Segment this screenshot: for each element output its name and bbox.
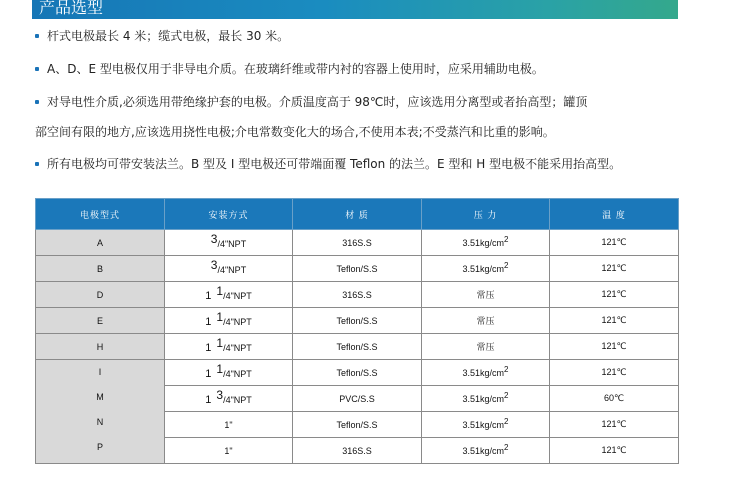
header-model: 电极型式 [36, 199, 165, 230]
note-item: A、D、E 型电极仅用于非导电介质。在玻璃纤维或带内衬的容器上使用时，应采用辅助电极。 [35, 62, 544, 76]
temperature-cell: 121℃ [550, 230, 679, 256]
table-row [36, 230, 679, 256]
model-cell: D [36, 282, 165, 308]
header-material: 材 质 [293, 199, 422, 230]
material-cell: 316S.S [293, 282, 422, 308]
table-header-row [36, 199, 679, 230]
bullet-icon [35, 100, 39, 104]
mount-cell: 3/4"NPT [165, 256, 293, 282]
mount-cell: 1 3/4"NPT [165, 386, 293, 412]
model-cell: A [36, 230, 165, 256]
pressure-cell: 3.51kg/cm2 [422, 360, 550, 386]
pressure-cell: 常压 [422, 308, 550, 334]
temperature-cell: 121℃ [550, 438, 679, 464]
header-pressure: 压 力 [422, 199, 550, 230]
material-cell: Teflon/S.S [293, 256, 422, 282]
temperature-cell: 121℃ [550, 308, 679, 334]
model-group-cell [36, 360, 165, 464]
temperature-cell: 121℃ [550, 256, 679, 282]
model-cell: B [36, 256, 165, 282]
mount-cell: 3/4"NPT [165, 230, 293, 256]
pressure-cell: 常压 [422, 334, 550, 360]
material-cell: Teflon/S.S [293, 412, 422, 438]
pressure-cell: 3.51kg/cm2 [422, 230, 550, 256]
model-cell: E [36, 308, 165, 334]
table-row [36, 256, 679, 282]
section-header-bar [32, 0, 678, 19]
pressure-cell: 常压 [422, 282, 550, 308]
note-item-continuation: 部空间有限的地方,应该选用挠性电极;介电常数变化大的场合,不使用本表;不受蒸汽和比重的影响。 [35, 125, 555, 139]
bullet-icon [35, 67, 39, 71]
model-label: N [96, 417, 104, 427]
material-cell: Teflon/S.S [293, 308, 422, 334]
electrode-spec-table [35, 198, 679, 464]
model-label: P [96, 442, 103, 452]
section-title: 产品选型 [39, 0, 104, 17]
mount-cell: 1 1/4"NPT [165, 360, 293, 386]
temperature-cell: 121℃ [550, 360, 679, 386]
note-item: 对导电性介质,必须选用带绝缘护套的电极。介质温度高于 98℃时，应该选用分离型或者抬高型；罐顶 [35, 95, 587, 109]
note-item: 所有电极均可带安装法兰。B 型及 I 型电极还可带端面覆 Teflon 的法兰。E 型和 H 型电极不能采用抬高型。 [35, 157, 621, 171]
table-row [36, 308, 679, 334]
table-row [36, 360, 679, 386]
temperature-cell: 121℃ [550, 334, 679, 360]
mount-cell: 1 1/4"NPT [165, 282, 293, 308]
material-cell: Teflon/S.S [293, 360, 422, 386]
mount-cell: 1 1/4"NPT [165, 308, 293, 334]
model-cell: H [36, 334, 165, 360]
mount-cell: 1 1/4"NPT [165, 334, 293, 360]
pressure-cell: 3.51kg/cm2 [422, 438, 550, 464]
material-cell: 316S.S [293, 230, 422, 256]
header-temperature: 温 度 [550, 199, 679, 230]
mount-cell: 1" [165, 438, 293, 464]
material-cell: Teflon/S.S [293, 334, 422, 360]
note-item: 杆式电极最长 4 米；缆式电极，最长 30 米。 [35, 29, 289, 43]
material-cell: PVC/S.S [293, 386, 422, 412]
mount-cell: 1" [165, 412, 293, 438]
bullet-icon [35, 34, 39, 38]
temperature-cell: 60℃ [550, 386, 679, 412]
pressure-cell: 3.51kg/cm2 [422, 256, 550, 282]
model-label: I [98, 367, 102, 377]
model-label: M [96, 392, 104, 402]
pressure-cell: 3.51kg/cm2 [422, 412, 550, 438]
temperature-cell: 121℃ [550, 412, 679, 438]
table-row [36, 334, 679, 360]
table-row [36, 282, 679, 308]
pressure-cell: 3.51kg/cm2 [422, 386, 550, 412]
temperature-cell: 121℃ [550, 282, 679, 308]
header-mount: 安装方式 [165, 199, 293, 230]
bullet-icon [35, 162, 39, 166]
material-cell: 316S.S [293, 438, 422, 464]
